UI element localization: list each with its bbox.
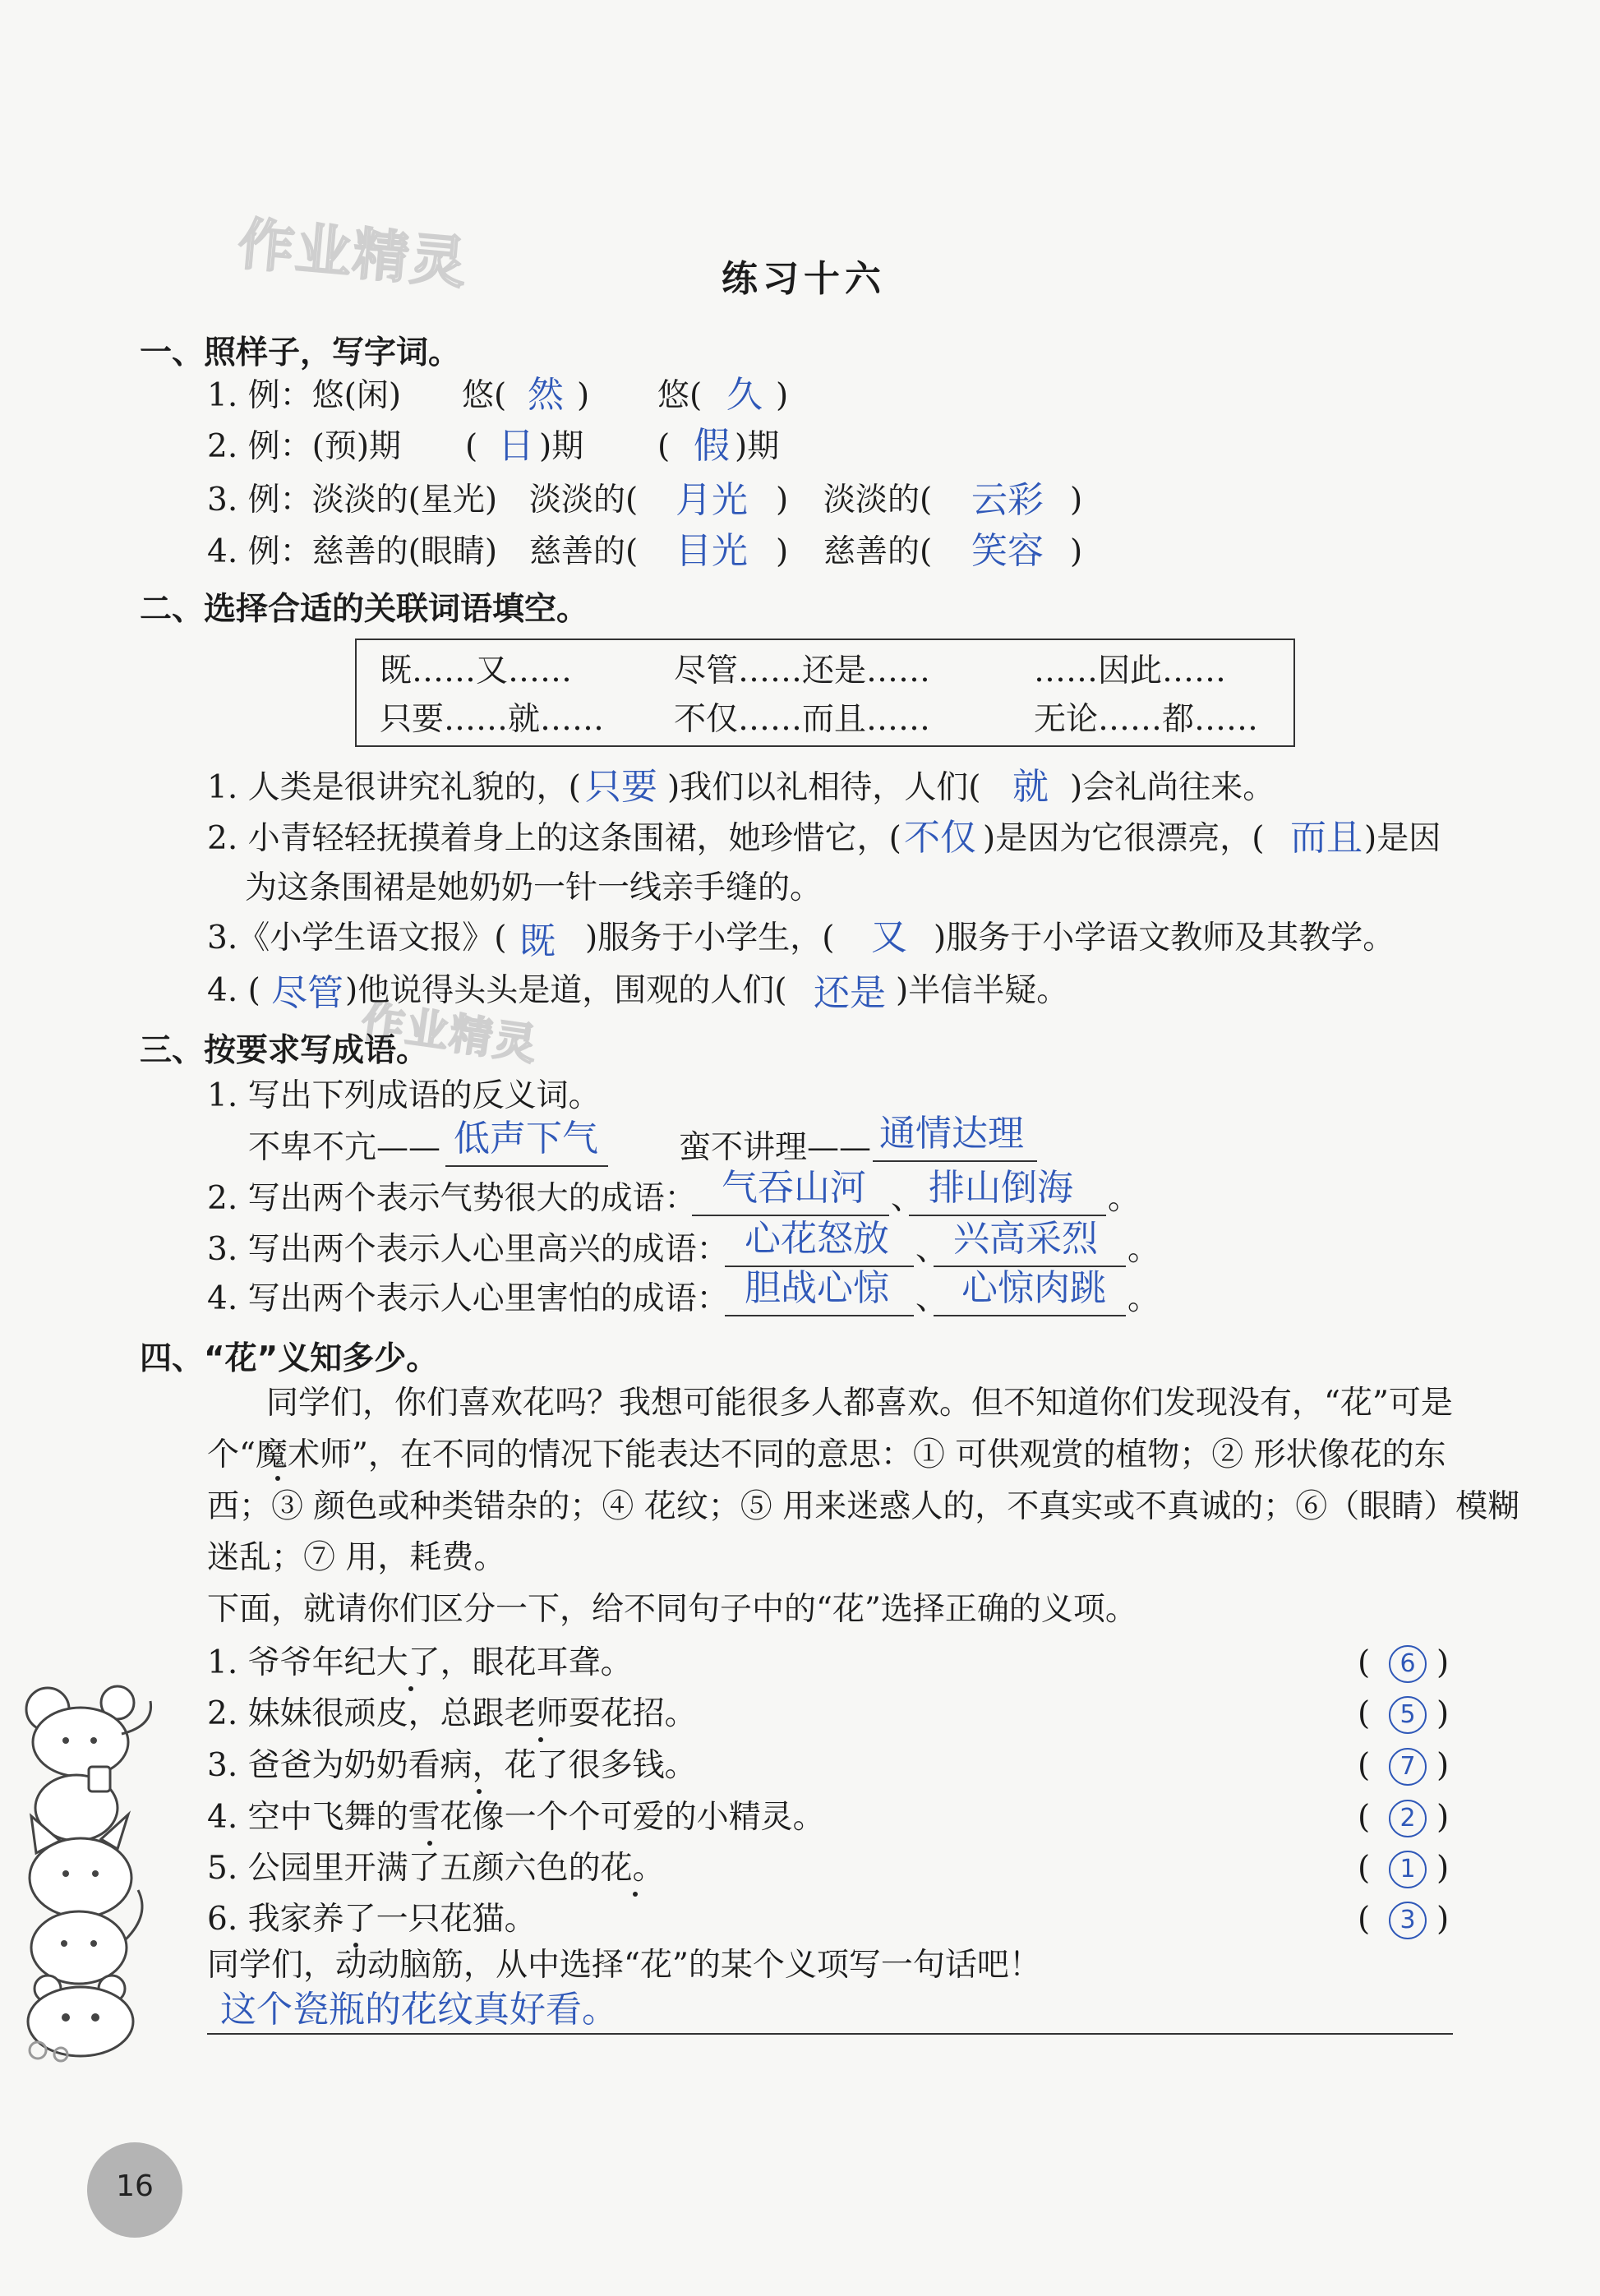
list-item-text: 6. 我家养了一只花猫。 <box>207 1901 537 1938</box>
emphasis-dot <box>427 1841 432 1846</box>
s1-q3-answer1: 月光 <box>676 479 748 521</box>
s2-q2-answer2: 而且 <box>1290 817 1363 859</box>
s1-q2-open2: ( <box>657 428 671 465</box>
stacked-animals-illustration <box>15 1676 171 2063</box>
s1-q3-prefix2: 淡淡的( <box>823 482 933 519</box>
s2-q1-text-a: 1. 人类是很讲究礼貌的，( <box>207 769 581 806</box>
s3-q4-sep: 、 <box>915 1280 948 1317</box>
s1-q3-answer2: 云彩 <box>971 479 1044 521</box>
s2-q3-text-a: 3.《小学生语文报》( <box>207 920 507 957</box>
emphasis-dot <box>538 1737 543 1742</box>
s1-q4-prefix1: 慈善的( <box>529 533 639 570</box>
answer-paren-left: ( <box>1358 1799 1371 1836</box>
answer-paren-right: ) <box>1436 1850 1450 1887</box>
s1-q2-answer2: 假 <box>694 425 730 467</box>
emphasis-dot <box>408 1686 413 1691</box>
s3-q1: 1. 写出下列成语的反义词。 <box>207 1077 601 1114</box>
s3-q4-blank2 <box>934 1315 1126 1316</box>
s1-q3-close1: ) <box>776 482 789 519</box>
s4-paragraph-line4: 迷乱；⑦ 用，耗费。 <box>207 1539 506 1576</box>
s4-paragraph-line5: 下面，就请你们区分一下，给不同句子中的“花”选择正确的义项。 <box>207 1591 1137 1628</box>
box-option: 只要……就…… <box>380 701 605 738</box>
s3-q4: 4. 写出两个表示人心里害怕的成语： <box>207 1280 729 1317</box>
list-item-text: 5. 公园里开满了五颜六色的花。 <box>207 1850 665 1887</box>
list-item-text: 1. 爷爷年纪大了，眼花耳聋。 <box>207 1644 633 1681</box>
emphasis-dot <box>275 1476 280 1481</box>
s3-q3-answer1: 心花怒放 <box>745 1218 889 1260</box>
answer-paren-left: ( <box>1358 1901 1371 1938</box>
s1-q1-answer1: 然 <box>528 374 564 416</box>
emphasis-dot <box>477 1789 482 1794</box>
s2-q1-text-b: )我们以礼相待，人们( <box>667 769 981 806</box>
s4-paragraph-line1: 同学们，你们喜欢花吗？我想可能很多人都喜欢。但不知道你们发现没有，“花”可是 <box>266 1385 1453 1422</box>
s3-q2: 2. 写出两个表示气势很大的成语： <box>207 1180 697 1217</box>
s3-q1-blank2 <box>873 1160 1037 1162</box>
answer-paren-left: ( <box>1358 1695 1371 1732</box>
s1-q3-example: 3. 例：淡淡的(星光) <box>207 482 498 519</box>
answer-paren-left: ( <box>1358 1747 1371 1784</box>
s3-q2-answer1: 气吞山河 <box>722 1167 866 1209</box>
s2-q4-text-b: )他说得头头是道，围观的人们( <box>345 972 787 1009</box>
s3-q3-end: 。 <box>1127 1231 1160 1268</box>
circled-answer: 6 <box>1389 1645 1427 1683</box>
s3-q2-blank2 <box>909 1215 1106 1216</box>
s3-q2-blank1 <box>692 1215 889 1216</box>
s1-q4-answer2: 笑容 <box>971 530 1044 572</box>
s3-q3-sep: 、 <box>915 1231 948 1268</box>
box-option: 不仅……而且…… <box>674 701 931 738</box>
s1-q2-close2: )期 <box>735 428 780 465</box>
box-option: 尽管……还是…… <box>674 652 931 689</box>
box-option: ……因此…… <box>1034 652 1227 689</box>
s2-q4-text-c: )半信半疑。 <box>896 972 1069 1009</box>
s2-q3-text-b: )服务于小学生，( <box>585 920 835 957</box>
s2-q2-text-d: 为这条围裙是她奶奶一针一线亲手缝的。 <box>245 869 823 906</box>
s1-q1-answer2: 久 <box>726 374 763 416</box>
s3-q3-answer2: 兴高采烈 <box>953 1218 1098 1260</box>
s3-q3: 3. 写出两个表示人心里高兴的成语： <box>207 1231 729 1268</box>
s1-q4-close1: ) <box>776 533 789 570</box>
s3-q1-b: 蛮不讲理—— <box>679 1129 872 1166</box>
section-1-heading: 一、照样子，写字词。 <box>140 334 461 371</box>
s2-q2-text-b: )是因为它很漂亮，( <box>983 820 1265 857</box>
s4-paragraph-line2: 个“魔术师”，在不同的情况下能表达不同的意思：① 可供观赏的植物；② 形状像花的东 <box>207 1436 1446 1473</box>
s4-sentence-answer: 这个瓷瓶的花纹真好看。 <box>220 1989 618 2031</box>
s2-q2-text-c: )是因 <box>1364 820 1441 857</box>
emphasis-dot <box>633 1892 638 1897</box>
s4-sentence-line <box>207 2033 1453 2035</box>
circled-answer: 7 <box>1389 1748 1427 1786</box>
s3-q1-answer2: 通情达理 <box>879 1113 1024 1155</box>
box-option: 无论……都…… <box>1034 701 1259 738</box>
s4-paragraph-line3: 西；③ 颜色或种类错杂的；④ 花纹；⑤ 用来迷惑人的，不真实或不真诚的；⑥（眼睛）模糊 <box>207 1488 1520 1525</box>
list-item-text: 3. 爸爸为奶奶看病，花了很多钱。 <box>207 1747 697 1784</box>
answer-paren-left: ( <box>1358 1850 1371 1887</box>
s2-q2-text-a: 2. 小青轻轻抚摸着身上的这条围裙，她珍惜它，( <box>207 820 901 857</box>
answer-paren-right: ) <box>1436 1695 1450 1732</box>
s1-q4-example: 4. 例：慈善的(眼睛) <box>207 533 498 570</box>
s1-q1-close1: ) <box>577 377 590 414</box>
s3-q2-end: 。 <box>1108 1180 1141 1217</box>
s1-q2-open1: ( <box>465 428 478 465</box>
s2-q3-answer2: 又 <box>871 916 907 958</box>
answer-paren-left: ( <box>1358 1644 1371 1681</box>
circled-answer: 5 <box>1389 1696 1427 1734</box>
list-item-text: 2. 妹妹很顽皮，总跟老师耍花招。 <box>207 1695 697 1732</box>
s2-q1-answer2: 就 <box>1012 766 1049 808</box>
s3-q1-answer1: 低声下气 <box>454 1118 598 1160</box>
section-3-heading: 三、按要求写成语。 <box>140 1032 429 1069</box>
circled-answer: 1 <box>1389 1851 1427 1888</box>
s3-q2-answer2: 排山倒海 <box>929 1167 1073 1209</box>
box-option: 既……又…… <box>380 652 573 689</box>
s1-q2-example: 2. 例：(预)期 <box>207 428 402 465</box>
page-number: 16 <box>116 2169 154 2203</box>
s2-q1-answer1: 只要 <box>585 766 657 808</box>
s1-q2-close1: )期 <box>539 428 584 465</box>
s1-q1-prefix1: 悠( <box>462 377 507 414</box>
s3-q2-sep: 、 <box>891 1180 924 1217</box>
s1-q1-prefix2: 悠( <box>657 377 703 414</box>
s2-q4-answer1: 尽管 <box>271 972 344 1014</box>
s1-q4-close2: ) <box>1070 533 1083 570</box>
s1-q3-close2: ) <box>1070 482 1083 519</box>
s2-q4-answer2: 还是 <box>814 972 886 1014</box>
circled-answer: 3 <box>1389 1902 1427 1939</box>
watermark-mid: 作业精灵 <box>358 997 542 1071</box>
s1-q1-example: 1. 例：悠(闲) <box>207 377 402 414</box>
s3-q4-answer2: 心惊肉跳 <box>961 1267 1106 1309</box>
circled-answer: 2 <box>1389 1800 1427 1837</box>
s2-q1-text-c: )会礼尚往来。 <box>1070 769 1275 806</box>
section-4-heading: 四、“花”义知多少。 <box>140 1340 439 1377</box>
s1-q2-answer1: 日 <box>498 425 534 467</box>
page-title: 练习十六 <box>722 258 886 300</box>
s1-q3-prefix1: 淡淡的( <box>529 482 639 519</box>
s4-prompt: 同学们，动动脑筋，从中选择“花”的某个义项写一句话吧！ <box>207 1947 1041 1984</box>
answer-paren-right: ) <box>1436 1644 1450 1681</box>
list-item-text: 4. 空中飞舞的雪花像一个个可爱的小精灵。 <box>207 1799 825 1836</box>
answer-paren-right: ) <box>1436 1747 1450 1784</box>
s2-q2-answer1: 不仅 <box>904 817 976 859</box>
s1-q1-close2: ) <box>776 377 789 414</box>
s1-q4-answer1: 目光 <box>676 530 748 572</box>
answer-paren-right: ) <box>1436 1901 1450 1938</box>
s2-q4-text-a: 4. ( <box>207 972 261 1009</box>
s2-q3-answer1: 既 <box>519 920 556 962</box>
s2-q3-text-c: )服务于小学语文教师及其教学。 <box>934 920 1395 957</box>
s3-q1-blank1 <box>445 1165 608 1167</box>
answer-paren-right: ) <box>1436 1799 1450 1836</box>
s3-q4-end: 。 <box>1127 1280 1160 1317</box>
watermark-top: 作业精灵 <box>235 211 471 297</box>
s3-q4-blank1 <box>725 1315 914 1316</box>
s1-q4-prefix2: 慈善的( <box>823 533 933 570</box>
section-2-heading: 二、选择合适的关联词语填空。 <box>140 591 589 628</box>
s3-q1-a: 不卑不亢—— <box>248 1129 441 1166</box>
s3-q4-answer1: 胆战心惊 <box>745 1267 889 1309</box>
